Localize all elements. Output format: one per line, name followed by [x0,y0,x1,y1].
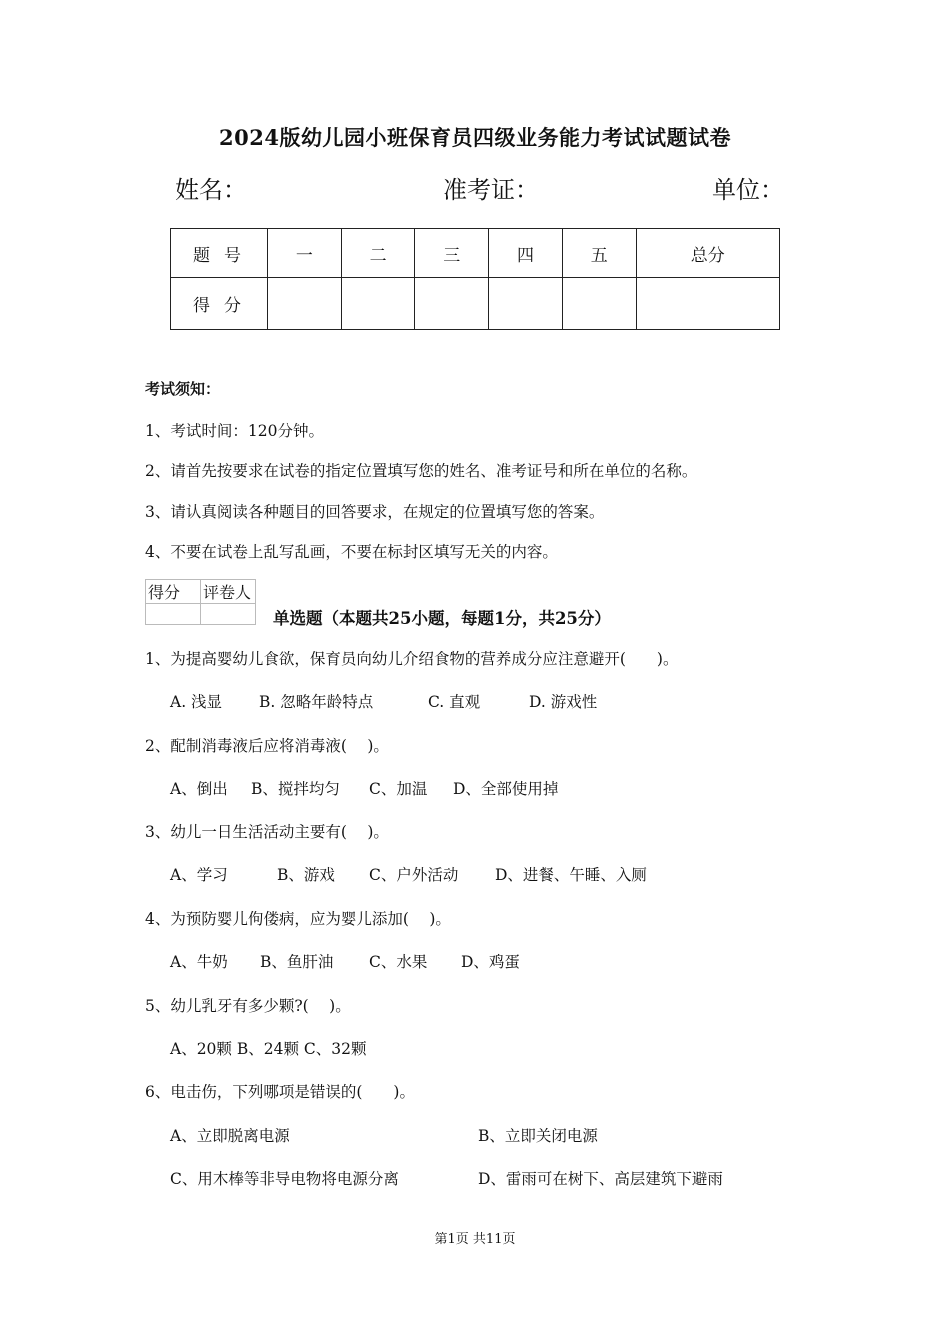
score-table-col-4: 四 [489,229,563,278]
score-cell [415,278,489,330]
question-option: A. 浅显 [170,693,223,711]
section-title: 单选题（本题共25小题，每题1分，共25分） [273,609,611,628]
score-cell [341,278,415,330]
score-table-header-label: 题号 [171,229,268,278]
question-option: B、立即关闭电源 [478,1127,598,1145]
score-table-col-5: 五 [562,229,636,278]
score-cell [268,278,342,330]
grader-name-cell [201,604,256,625]
exam-id-field-label: 准考证： [443,176,539,204]
grader-score-cell [146,604,201,625]
question-option: A、立即脱离电源 [170,1127,290,1145]
question-option: D. 游戏性 [529,693,598,711]
question-option: C、加温 [369,780,428,798]
question-option: A、牛奶 [170,953,228,971]
score-table-col-total: 总分 [636,229,779,278]
page-title: 2024版幼儿园小班保育员四级业务能力考试试题试卷 [219,125,731,150]
question-option: A、学习 [170,866,228,884]
question-stem: 2、配制消毒液后应将消毒液( )。 [145,737,389,755]
question-option: B、搅拌均匀 [251,780,340,798]
page-footer: 第1页 共11页 [434,1232,516,1247]
question-option: B、鱼肝油 [260,953,334,971]
question-option: D、进餐、午睡、入厕 [495,866,647,884]
score-cell [562,278,636,330]
score-table-col-3: 三 [415,229,489,278]
grader-score-label: 得分 [146,580,201,604]
score-table-col-2: 二 [341,229,415,278]
notice-title: 考试须知： [145,380,221,398]
score-table-header-row [171,229,780,278]
question-option: C、户外活动 [369,866,459,884]
unit-field-label: 单位： [712,176,784,204]
name-field-label: 姓名： [175,176,247,204]
question-option: C、用木棒等非导电物将电源分离 [170,1170,399,1188]
grader-name-label: 评卷人 [201,580,256,604]
question-option: A、20颗 B、24颗 C、32颗 [170,1040,367,1058]
notice-item: 4、不要在试卷上乱写乱画，不要在标封区填写无关的内容。 [145,543,558,561]
notice-item: 2、请首先按要求在试卷的指定位置填写您的姓名、准考证号和所在单位的名称。 [145,462,698,480]
question-stem: 4、为预防婴儿佝偻病，应为婴儿添加( )。 [145,910,451,928]
question-option: D、雷雨可在树下、高层建筑下避雨 [478,1170,723,1188]
score-table-col-1: 一 [268,229,342,278]
question-option: C、水果 [369,953,428,971]
question-stem: 1、为提高婴幼儿食欲，保育员向幼儿介绍食物的营养成分应注意避开( )。 [145,650,679,668]
notice-item: 3、请认真阅读各种题目的回答要求，在规定的位置填写您的答案。 [145,503,605,521]
question-stem: 3、幼儿一日生活活动主要有( )。 [145,823,389,841]
score-table-score-row [171,278,780,330]
notice-item: 1、考试时间：120分钟。 [145,422,324,440]
score-table-score-label: 得分 [171,278,268,330]
score-cell [489,278,563,330]
grader-box [145,579,256,625]
question-option: C. 直观 [428,693,481,711]
question-option: A、倒出 [170,780,228,798]
question-option: B. 忽略年龄特点 [259,693,374,711]
question-option: D、全部使用掉 [453,780,559,798]
question-stem: 6、电击伤，下列哪项是错误的( )。 [145,1083,415,1101]
score-table [170,228,780,330]
score-cell-total [636,278,779,330]
question-stem: 5、幼儿乳牙有多少颗?( )。 [145,997,351,1015]
question-option: D、鸡蛋 [461,953,520,971]
question-option: B、游戏 [277,866,335,884]
